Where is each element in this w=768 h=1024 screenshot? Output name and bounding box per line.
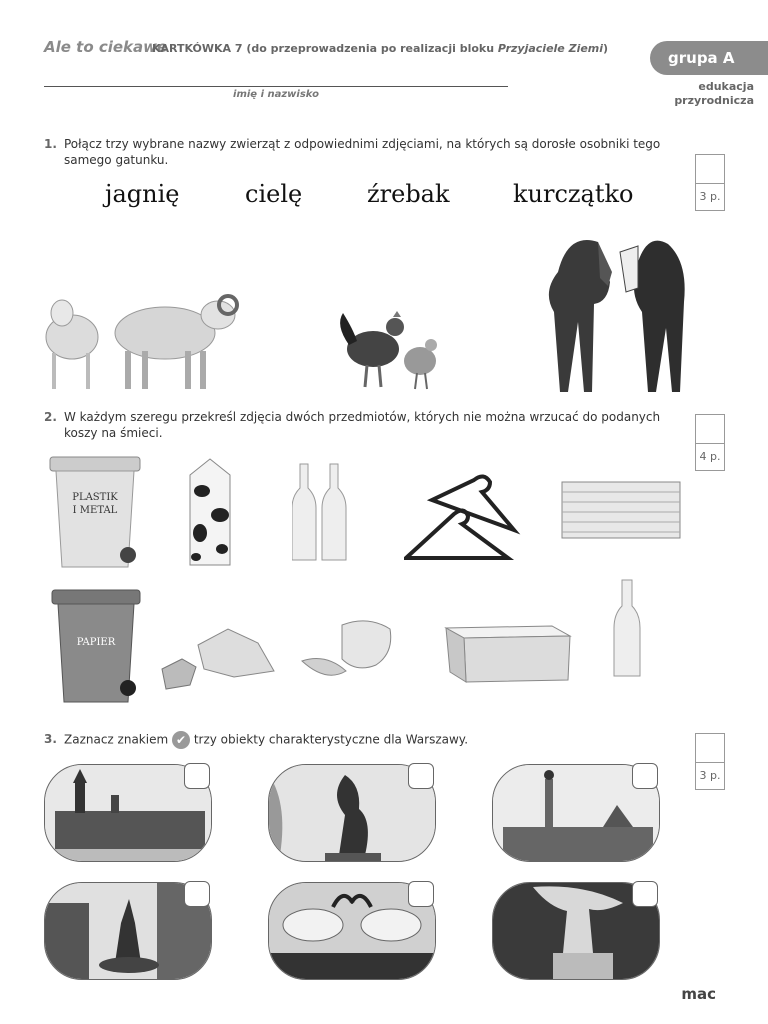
bin-paper-label: PAPIER bbox=[76, 637, 116, 648]
checkbox-1[interactable] bbox=[184, 763, 210, 789]
word-foal[interactable]: źrebak bbox=[367, 180, 450, 208]
q1-points: 3 p. bbox=[699, 190, 721, 203]
q3-points: 3 p. bbox=[699, 769, 721, 782]
name-label: imię i nazwisko bbox=[233, 89, 319, 100]
checkbox-4[interactable] bbox=[184, 881, 210, 907]
checkmark-icon: ✔ bbox=[172, 731, 190, 749]
sheep-photo[interactable] bbox=[40, 285, 250, 397]
horse-photo[interactable] bbox=[538, 232, 690, 396]
name-line[interactable] bbox=[44, 86, 508, 87]
chicken-photo[interactable] bbox=[335, 305, 445, 393]
q3-score-input[interactable] bbox=[696, 734, 724, 763]
word-chick[interactable]: kurczątko bbox=[513, 180, 634, 208]
q2-points: 4 p. bbox=[699, 450, 721, 463]
subject-label: edukacja przyrodnicza bbox=[674, 80, 754, 107]
q3-number: 3. bbox=[44, 732, 57, 746]
q2-number: 2. bbox=[44, 410, 57, 424]
bin-paper bbox=[50, 588, 142, 708]
cardboard-box-photo[interactable] bbox=[442, 622, 574, 684]
q3-score-box bbox=[695, 733, 725, 790]
q3-text: Zaznacz znakiem ✔ trzy obiekty charakterystyczne dla Warszawy. bbox=[64, 732, 469, 747]
mac-logo: mac bbox=[681, 985, 716, 1003]
q2-score-box bbox=[695, 414, 725, 471]
checkbox-5[interactable] bbox=[408, 881, 434, 907]
q1-text: Połącz trzy wybrane nazwy zwierząt z odpowiednimi zdjęciami, na których są dorosłe osobniki tego samego gatunku. bbox=[64, 137, 661, 167]
newspapers-photo[interactable] bbox=[558, 474, 686, 546]
checkbox-3[interactable] bbox=[632, 763, 658, 789]
word-lamb[interactable]: jagnię bbox=[105, 180, 180, 208]
single-bottle-photo[interactable] bbox=[612, 578, 642, 680]
bin-plastic-metal bbox=[48, 455, 142, 573]
brand-title: Ale to ciekawe bbox=[44, 38, 168, 56]
worksheet-title: KARTKÓWKA 7 (do przeprowadzenia po realizacji bloku Przyjaciele Ziemi) bbox=[152, 42, 609, 55]
q1-score-box bbox=[695, 154, 725, 211]
group-badge: grupa A bbox=[650, 41, 768, 75]
checkbox-2[interactable] bbox=[408, 763, 434, 789]
glass-bottles-photo[interactable] bbox=[292, 460, 352, 564]
word-calf[interactable]: cielę bbox=[245, 180, 303, 208]
broken-cup-photo[interactable] bbox=[300, 615, 396, 685]
bin-plastic-label: PLASTIK I METAL bbox=[72, 492, 118, 516]
milk-carton-photo[interactable] bbox=[182, 455, 238, 567]
q1-number: 1. bbox=[44, 137, 57, 151]
crumpled-paper-photo[interactable] bbox=[158, 625, 278, 691]
hangers-photo[interactable] bbox=[404, 470, 524, 566]
checkbox-6[interactable] bbox=[632, 881, 658, 907]
q2-text: W każdym szeregu przekreśl zdjęcia dwóch przedmiotów, których nie można wrzucać do podanych koszy na śmieci. bbox=[64, 410, 661, 440]
q2-score-input[interactable] bbox=[696, 415, 724, 444]
q1-score-input[interactable] bbox=[696, 155, 724, 184]
